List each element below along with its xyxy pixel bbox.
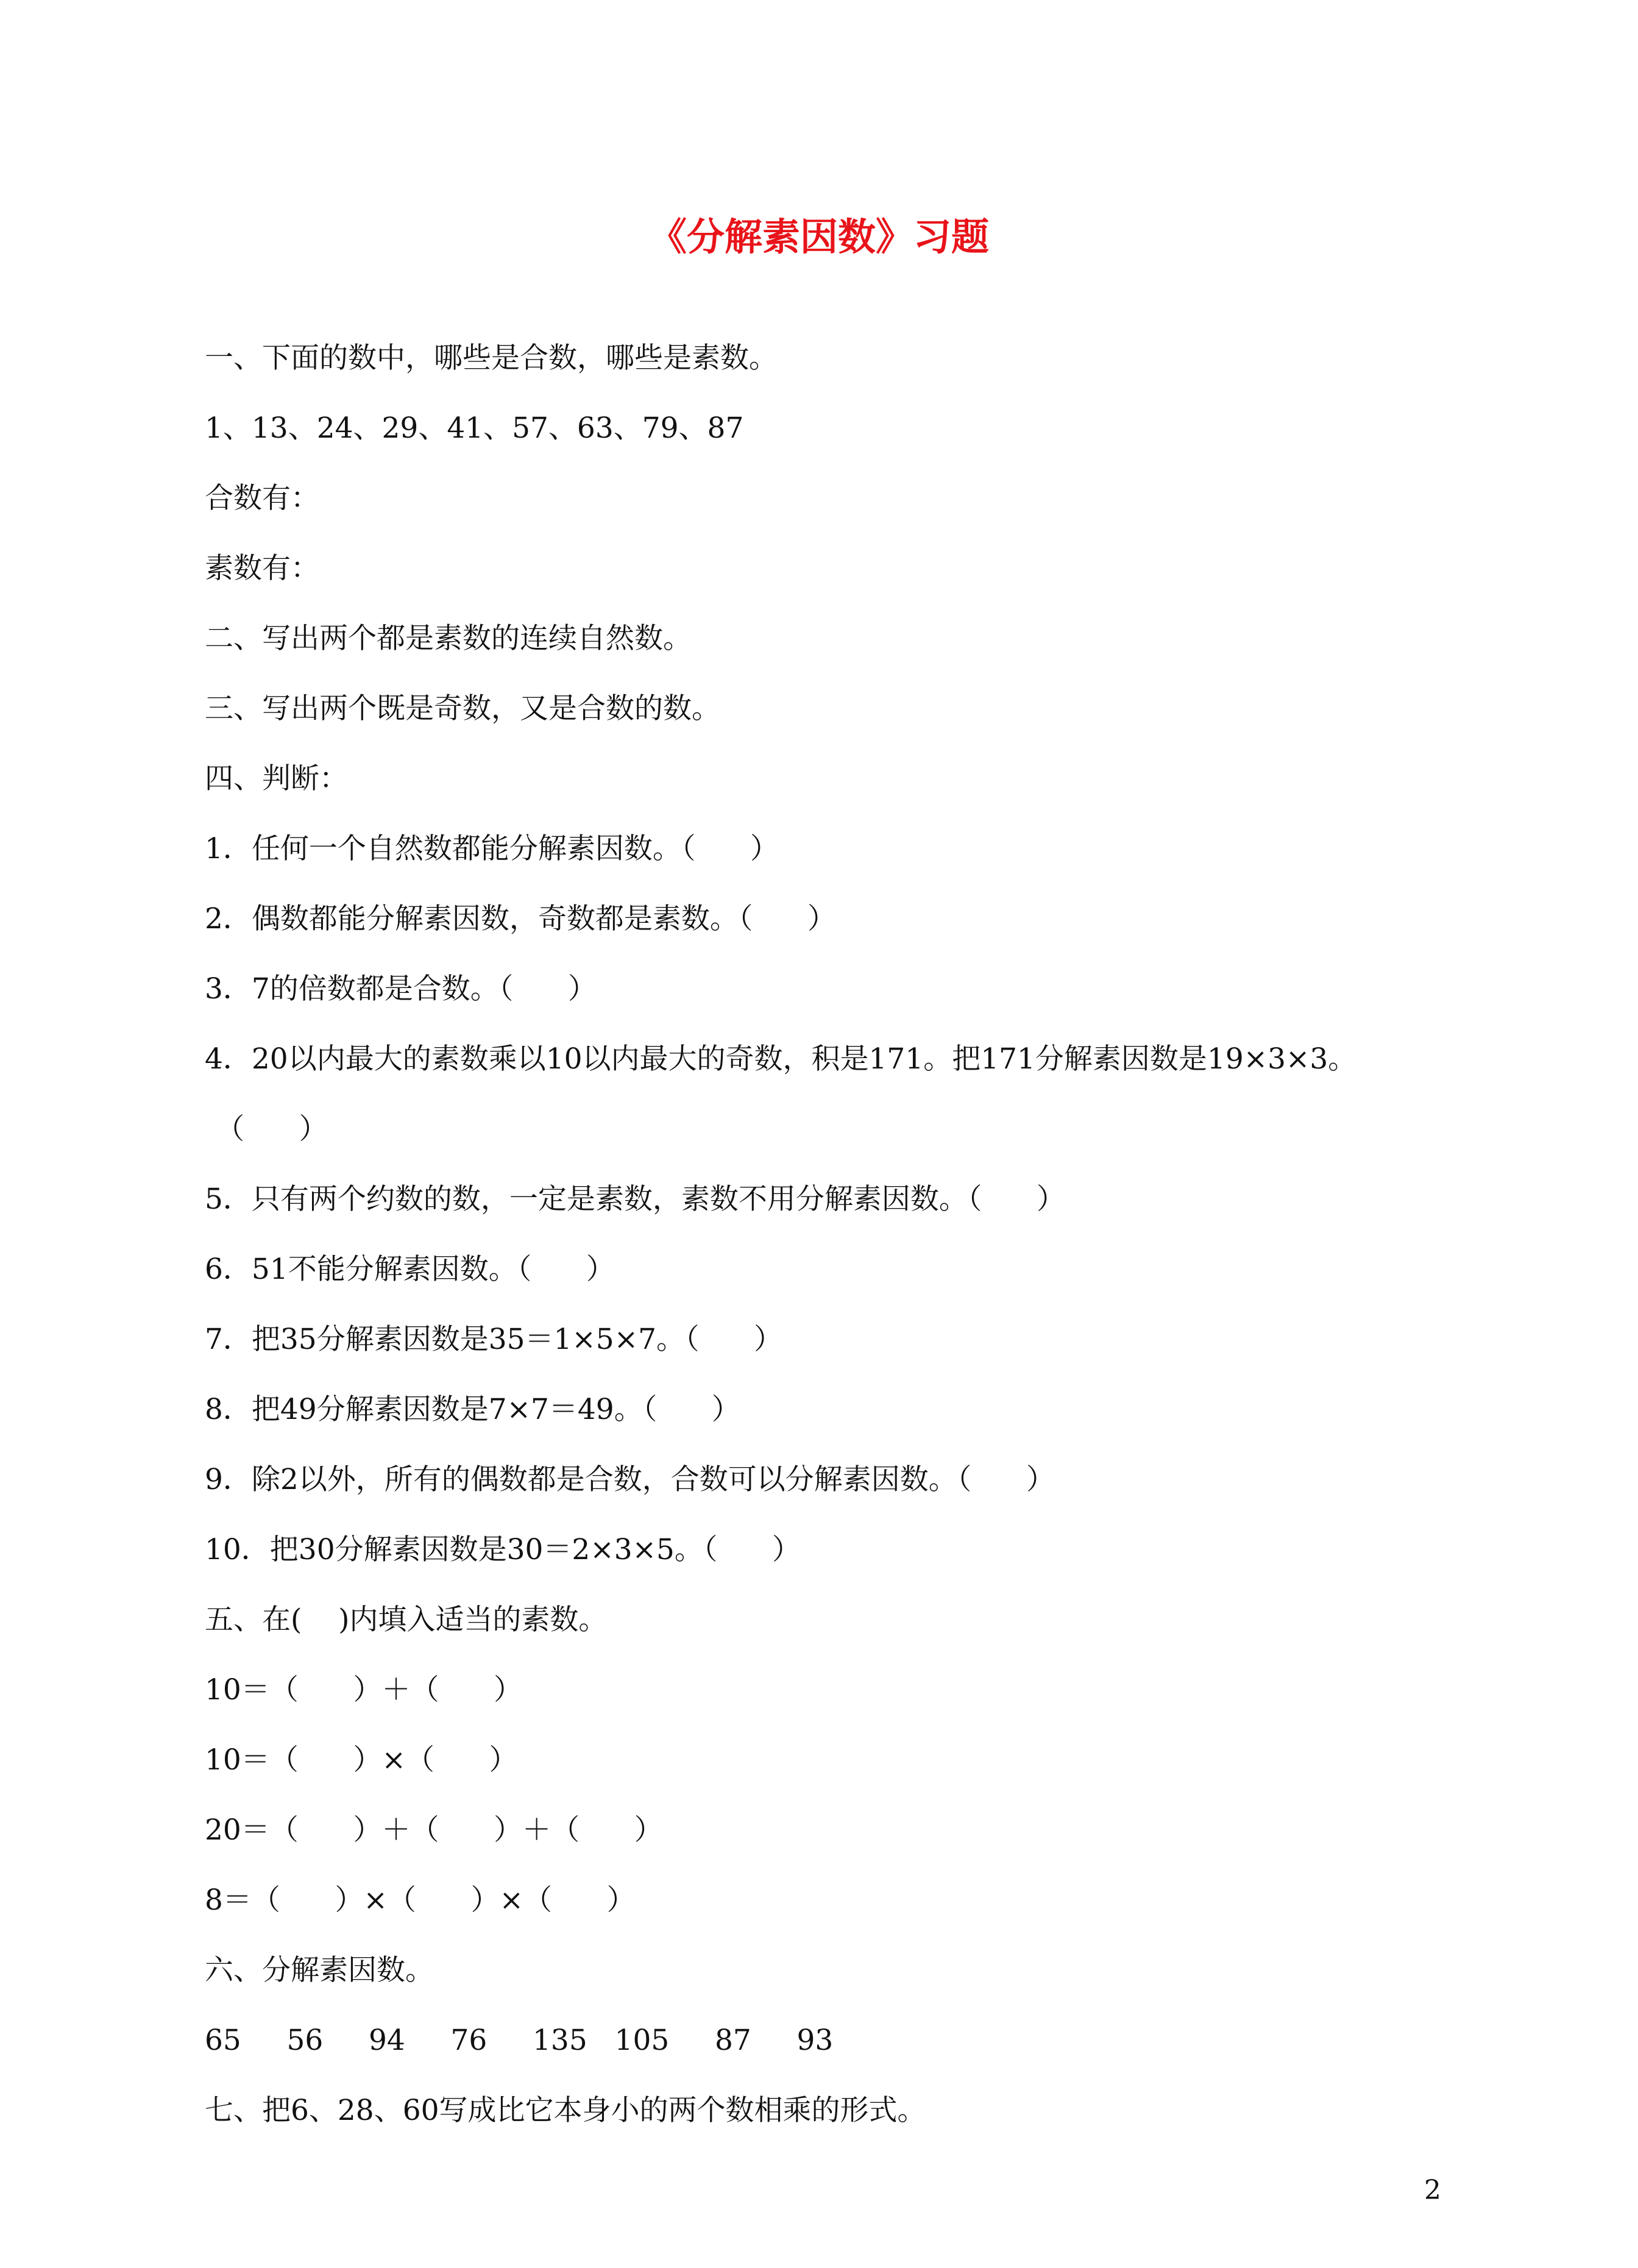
question-5-heading: 五、在( )内填入适当的素数。 [205, 1603, 608, 1637]
judge-item-9: 9．除2以外，所有的偶数都是合数，合数可以分解素因数。（ ） [205, 1463, 1055, 1496]
prime-answer-label: 素数有： [205, 552, 319, 585]
judge-item-4: 4．20以内最大的素数乘以10以内最大的奇数，积是171。把171分解素因数是19×3×3。 [205, 1042, 1357, 1076]
question-7-heading: 七、把6、28、60写成比它本身小的两个数相乘的形式。 [205, 2094, 926, 2127]
judge-item-6: 6．51不能分解素因数。（ ） [205, 1253, 615, 1286]
fill-equation-3: 20＝（ ）＋（ ）＋（ ） [205, 1813, 663, 1847]
question-2-heading: 二、写出两个都是素数的连续自然数。 [205, 622, 692, 655]
judge-item-7: 7．把35分解素因数是35＝1×5×7。（ ） [205, 1323, 783, 1356]
factorize-number-list: 65 56 94 76 135 105 87 93 [205, 2024, 834, 2057]
judge-item-2: 2．偶数都能分解素因数，奇数都是素数。（ ） [205, 902, 837, 936]
judge-item-3: 3．7的倍数都是合数。（ ） [205, 972, 597, 1006]
fill-equation-2: 10＝（ ）×（ ） [205, 1743, 518, 1777]
judge-item-1: 1．任何一个自然数都能分解素因数。（ ） [205, 832, 779, 866]
judge-item-10: 10．把30分解素因数是30＝2×3×5。（ ） [205, 1533, 801, 1566]
question-1-heading: 一、下面的数中，哪些是合数，哪些是素数。 [205, 341, 778, 375]
composite-answer-label: 合数有： [205, 482, 319, 515]
fill-equation-1: 10＝（ ）＋（ ） [205, 1673, 523, 1707]
number-list: 1、13、24、29、41、57、63、79、87 [205, 411, 744, 445]
question-6-heading: 六、分解素因数。 [205, 1953, 434, 1987]
question-4-heading: 四、判断： [205, 762, 348, 795]
judge-item-5: 5．只有两个约数的数，一定是素数，素数不用分解素因数。（ ） [205, 1182, 1066, 1216]
judge-item-4-blank: （ ） [216, 1112, 328, 1146]
fill-equation-4: 8＝（ ）×（ ）×（ ） [205, 1883, 636, 1917]
judge-item-8: 8．把49分解素因数是7×7＝49。（ ） [205, 1393, 740, 1426]
question-3-heading: 三、写出两个既是奇数，又是合数的数。 [205, 692, 720, 725]
worksheet-title: 《分解素因数》习题 [648, 215, 989, 259]
page-number: 2 [1424, 2175, 1441, 2206]
